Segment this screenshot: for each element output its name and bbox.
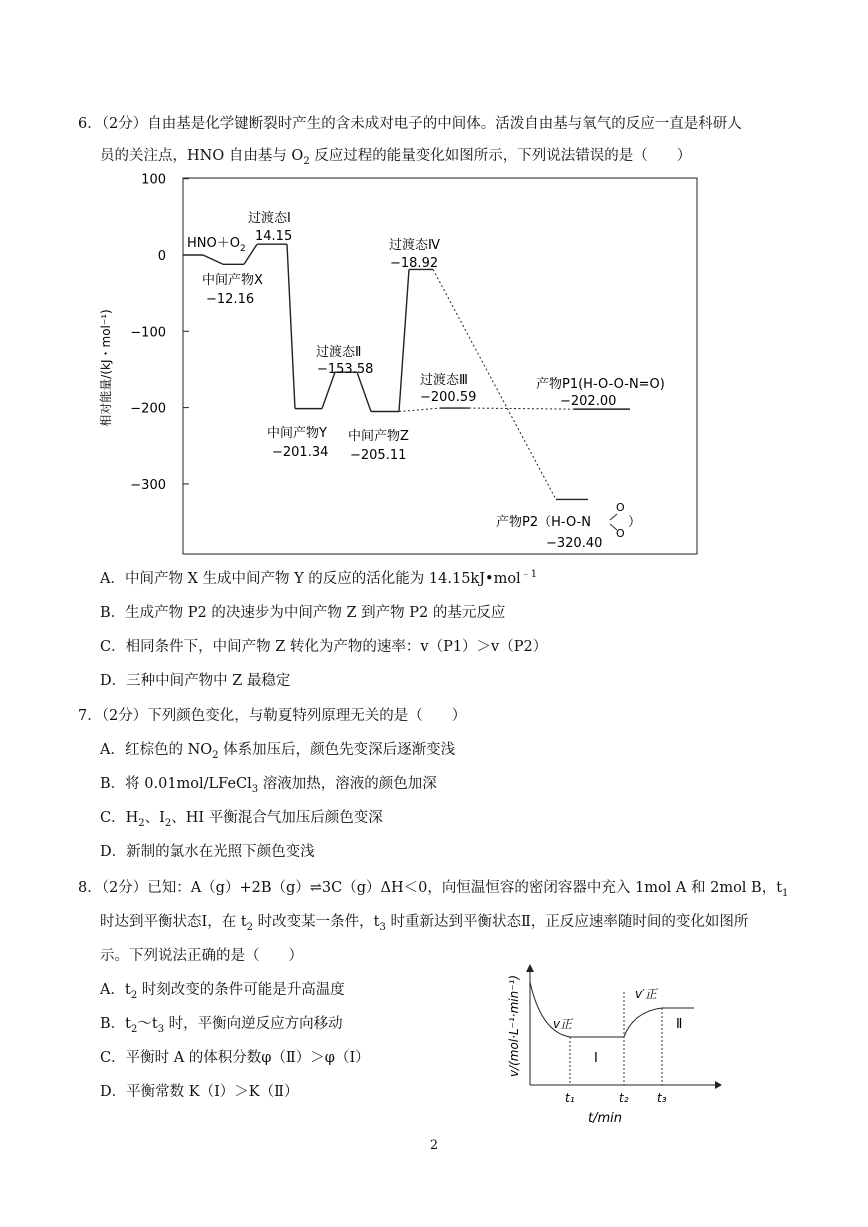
x-tick-t2: t₂ (619, 1091, 629, 1105)
state-label-z: 中间产物Z (348, 429, 409, 444)
q6-option-b[interactable]: B．生成产物 P2 的决速步为中间产物 Z 到产物 P2 的基元反应 (100, 605, 506, 621)
state-value-ts2: −153.58 (317, 362, 374, 377)
state-label-y: 中间产物Y (267, 426, 327, 441)
q8-stem-line2: 时达到平衡状态Ⅰ，在 $t_2$ 时改变某一条件，$t_3$ 时重新达到平衡状态Ⅱ，正反应速率随时间的变化如图所 (100, 914, 749, 933)
q8-stem-line3: 示。下列说法正确的是（ ） (100, 948, 303, 964)
v-forward-curve (530, 982, 624, 1037)
connector-2-3 (287, 244, 295, 408)
rate-x-label: t/min (588, 1111, 622, 1126)
energy-profile-chart (90, 168, 710, 560)
state-value-x: −12.16 (206, 292, 255, 307)
q8-option-b[interactable]: B．$t_2\sim t_3$ 时，平衡向逆反应方向移动 (100, 1016, 343, 1035)
y-tick-label: 100 (141, 172, 166, 188)
q7-stem: 7．（2分）下列颜色变化，与勒夏特列原理无关的是（ ） (78, 708, 467, 724)
state-label-ts2: 过渡态Ⅱ (316, 345, 362, 360)
connector-0-1 (203, 255, 223, 264)
state-label-p2: 产物P2（H-O-N (496, 515, 591, 530)
state-label-p2-obot: O (616, 527, 625, 540)
connector-7-8 (469, 408, 574, 409)
connector-5-7 (399, 408, 440, 411)
state-label-ts4: 过渡态Ⅳ (389, 238, 440, 253)
q7-option-c[interactable]: C．$H_2$、$I_2$、HI 平衡混合气加压后颜色变深 (100, 810, 383, 829)
y-axis-arrow (526, 964, 534, 972)
x-axis-arrow (715, 1081, 722, 1089)
v-forward-prime-curve (624, 1008, 694, 1037)
state-label-p2-otop: O (616, 501, 625, 514)
rate-y-label: v/(mol·L⁻¹·min⁻¹) (507, 974, 521, 1078)
q7-option-d[interactable]: D．新制的氯水在光照下颜色变浅 (100, 844, 315, 860)
v-forward-prime-label: v′正 (635, 987, 657, 1001)
state-label-p1: 产物P1(H-O-O-N=O) (536, 377, 665, 392)
state-label-ts3: 过渡态Ⅲ (420, 373, 468, 388)
q6-option-d[interactable]: D．三种中间产物中 Z 最稳定 (100, 673, 291, 689)
q7-option-a[interactable]: A．红棕色的 $NO_2$ 体系加压后，颜色先变深后逐渐变浅 (100, 742, 456, 761)
region-2-label: Ⅱ (676, 1017, 683, 1032)
x-tick-t1: t₁ (565, 1091, 575, 1105)
state-value-p1: −202.00 (560, 394, 617, 409)
state-label-hno: $HNO+O_2$ (187, 236, 246, 254)
q8-option-d[interactable]: D．平衡常数 K（Ⅰ）＞K（Ⅱ） (100, 1084, 299, 1100)
q7-option-b[interactable]: B．将 0.01mol/LFeCl$_3$ 溶液加热，溶液的颜色加深 (100, 776, 437, 795)
y-tick-label: −300 (130, 477, 166, 493)
v-forward-label: v正 (553, 1017, 573, 1031)
q6-option-c[interactable]: C．相同条件下，中间产物 Z 转化为产物的速率：v（P1）＞v（P2） (100, 639, 548, 655)
q6-stem-line1: 6．（2分）自由基是化学键断裂时产生的含未成对电子的中间体。活泼自由基与氧气的反应一直是科研人 (78, 116, 742, 132)
q6-stem-line2: 员的关注点，HNO 自由基与 $O_2$ 反应过程的能量变化如图所示，下列说法错误的是（ ） (100, 148, 692, 167)
q6-option-a[interactable]: A．中间产物 X 生成中间产物 Y 的反应的活化能为 14.15kJ•mol$^{﹣1}$ (100, 569, 538, 587)
state-value-p2: −320.40 (546, 536, 603, 551)
q8-stem-line1: 8．（2分）已知：A（g）+2B（g）⇌3C（g）ΔH＜0，向恒温恒容的密闭容器中充入 1mol A 和 2mol B，$t_1$ (78, 880, 789, 899)
q8-option-c[interactable]: C．平衡时 A 的体积分数φ（Ⅱ）＞φ（Ⅰ） (100, 1050, 370, 1066)
y-tick-label: 0 (157, 249, 166, 264)
x-tick-t3: t₃ (657, 1091, 667, 1105)
state-label-x: 中间产物X (202, 273, 263, 288)
state-value-ts4: −18.92 (390, 256, 439, 271)
region-1-label: Ⅰ (594, 1051, 598, 1066)
state-value-ts3: −200.59 (420, 390, 477, 405)
state-label-p2-end: ） (628, 515, 642, 530)
state-value-ts1: 14.15 (255, 229, 293, 244)
y-tick-label: −100 (130, 325, 166, 341)
state-label-ts1: 过渡态Ⅰ (248, 211, 291, 226)
y-tick-label: −200 (130, 401, 166, 417)
q8-option-a[interactable]: A．$t_2$ 时刻改变的条件可能是升高温度 (100, 982, 345, 1001)
connector-5-6 (399, 269, 409, 411)
y-axis-label: 相对能量/(kJ・mol⁻¹) (99, 309, 113, 427)
rate-time-chart (490, 960, 730, 1130)
page-number: 2 (429, 1138, 439, 1153)
state-value-y: −201.34 (272, 445, 329, 460)
connector-3-4 (322, 372, 335, 408)
state-value-z: −205.11 (350, 448, 407, 463)
connector-1-2 (244, 244, 257, 264)
connector-4-5 (357, 372, 371, 411)
